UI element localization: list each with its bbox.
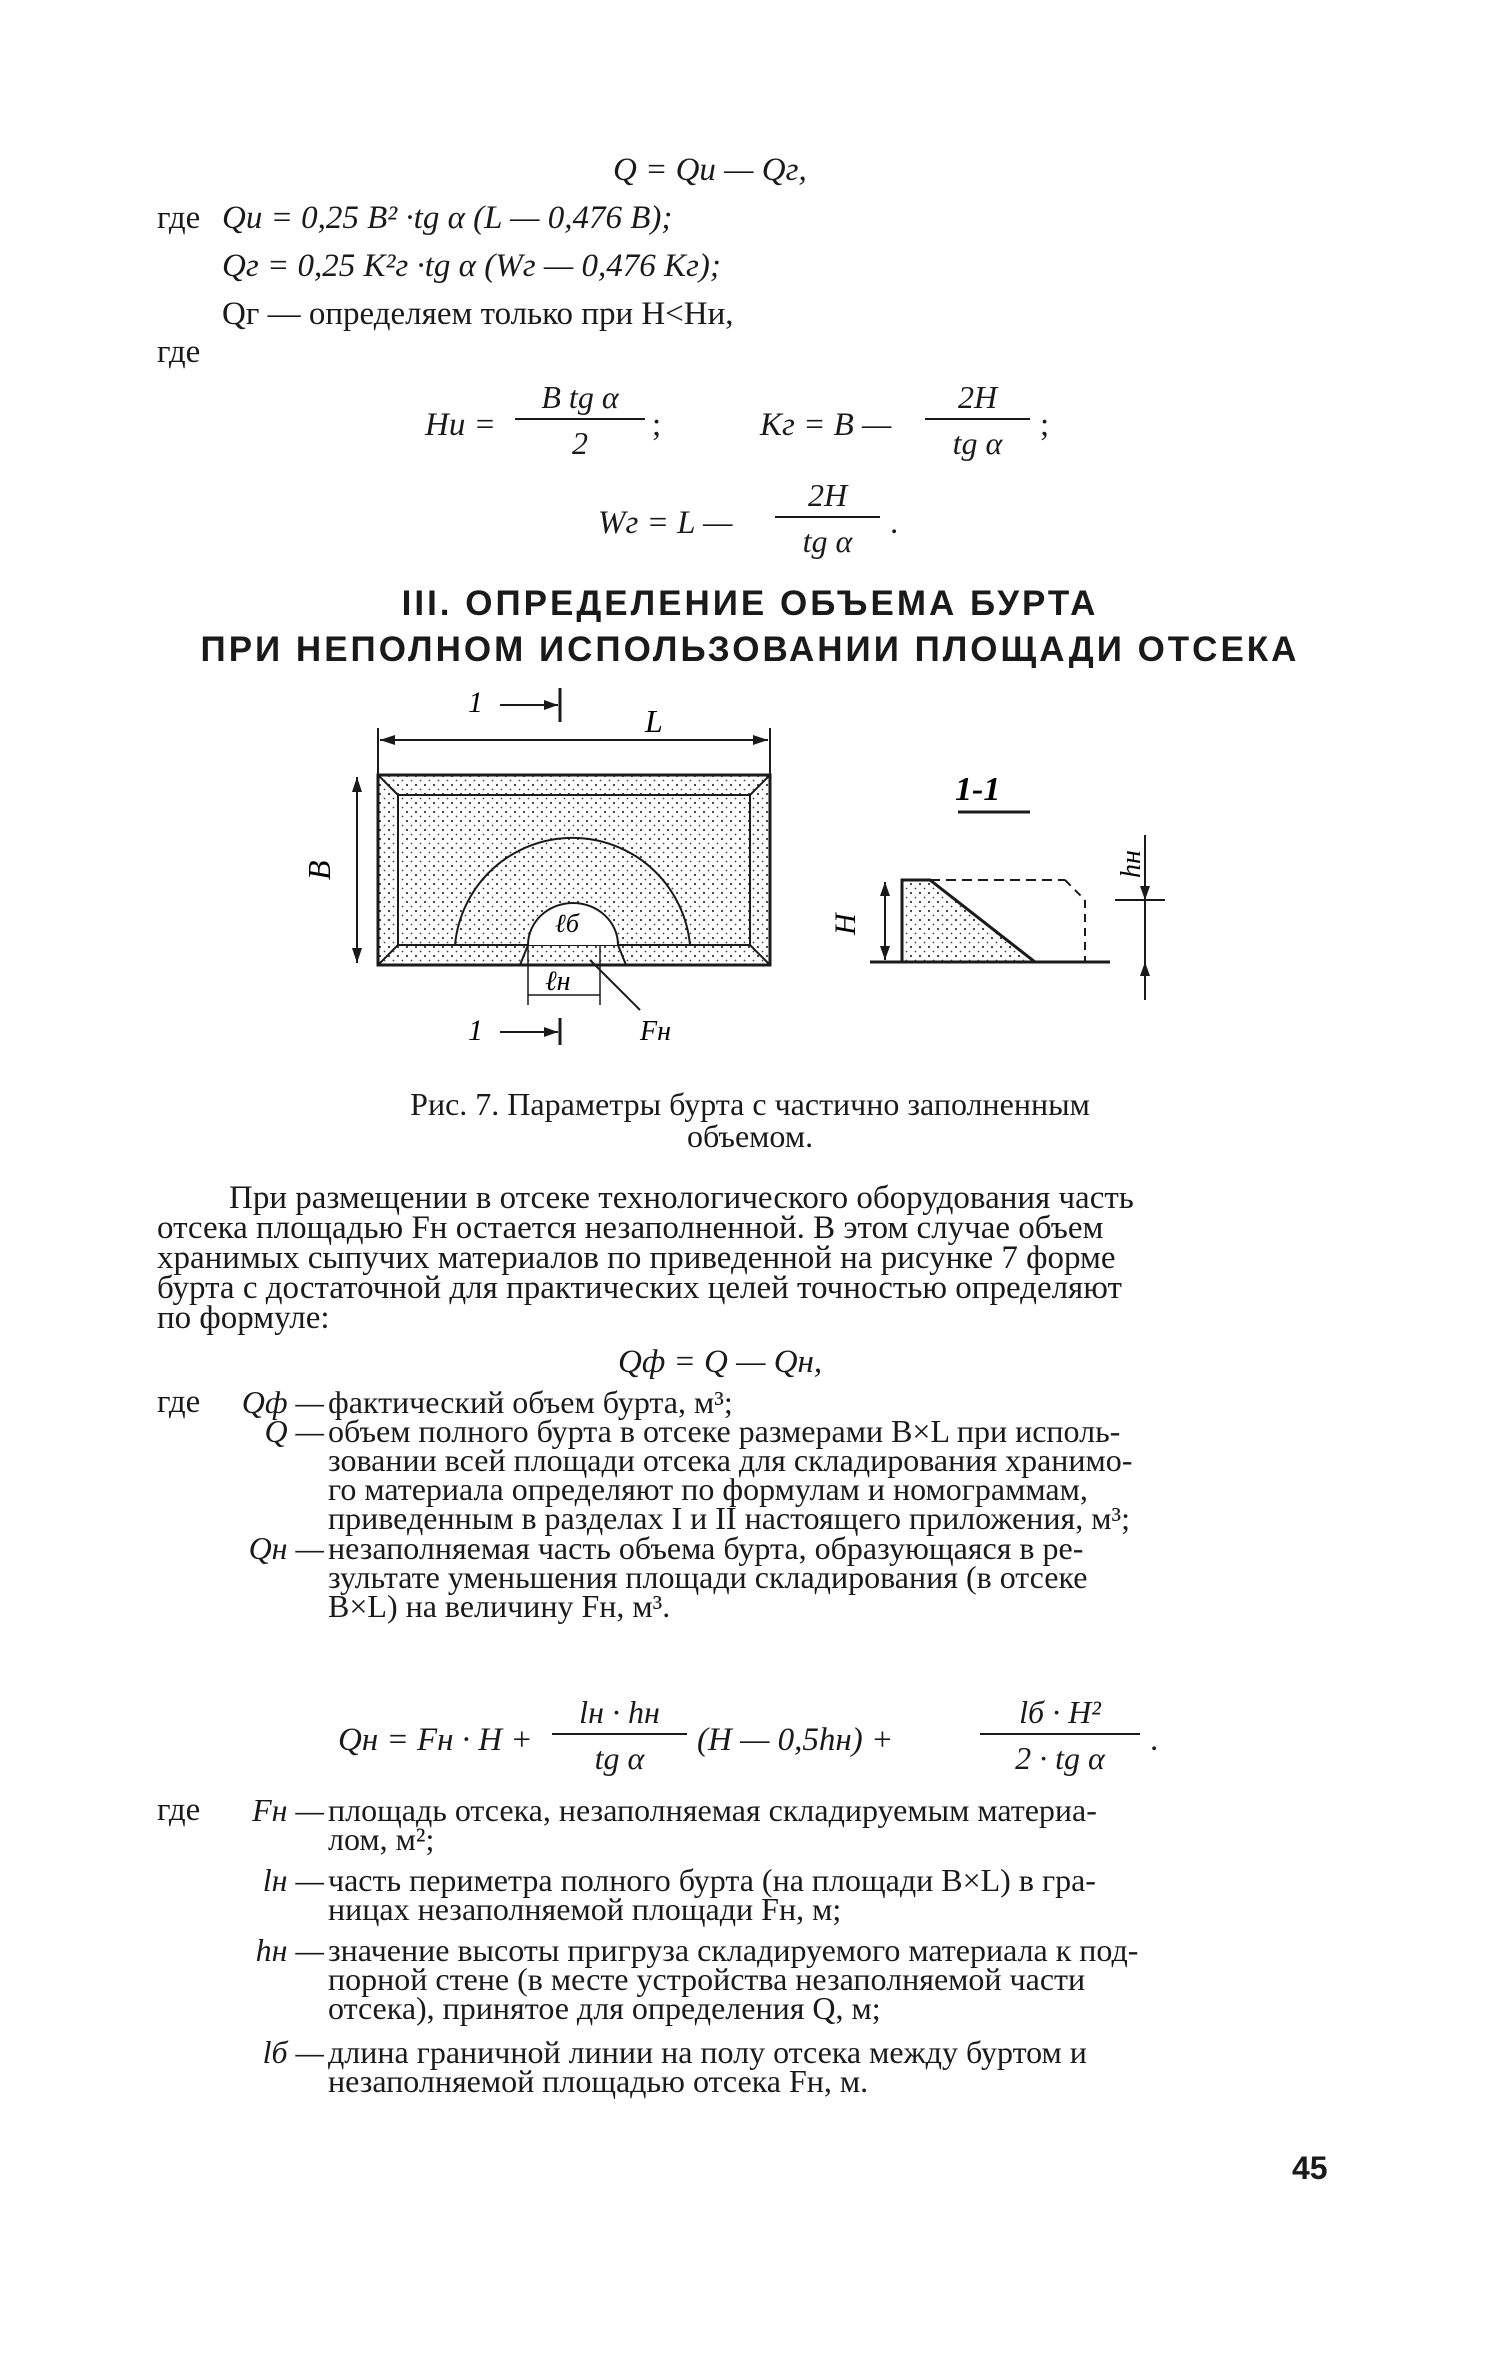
label-h: H [829,913,862,935]
definition-line: зультате уменьшения площади складирования (в отсеке [328,1559,1088,1595]
hn-numerator: B tg α [515,378,645,420]
definition-hn [328,1932,1335,2026]
page-number: 45 [1292,2150,1328,2186]
term-fn: Fн — [252,1792,324,1828]
formula-qn-fraction-1 [552,1693,687,1777]
arrow-left-icon [380,735,395,745]
formula-wg-lhs: Wг = L — [598,505,733,541]
definition-qf: фактический объем бурта, м³; [328,1384,733,1420]
section-heading-line1: III. ОПРЕДЕЛЕНИЕ ОБЪЕМА БУРТА [401,584,1099,623]
formula-kg-lhs: Kг = B — [760,407,892,443]
arrow-right-icon [544,700,558,710]
arrow-up-icon [352,777,362,792]
arrow-down-icon [352,948,362,963]
definition-qn [328,1530,1335,1624]
formula-q: Q = Qи — Qг, [613,152,807,188]
arrow-right-icon [753,735,768,745]
definition-line: площадь отсека, незаполняемая складируемым материа- [328,1792,1097,1828]
word-gde-2: где [157,334,201,370]
label-section-bottom: 1 [468,1014,483,1047]
term-ln: lн — [262,1862,324,1898]
definition-line: го материала определяют по формулам и номограммам, [328,1471,1088,1507]
body-paragraph [157,1180,1335,1336]
paragraph-line: отсека площадью Fн остается незаполненной. В этом случае объем [157,1210,1104,1246]
leader-line-fn [590,960,640,1010]
section-heading-line2: ПРИ НЕПОЛНОМ ИСПОЛЬЗОВАНИИ ПЛОЩАДИ ОТСЕКА [200,630,1300,669]
label-lb: ℓб [555,909,579,938]
definition-line: ницах незаполняемой площади Fн, м; [328,1891,842,1927]
qn-fraction-2-denominator: 2 · tg α [1015,1740,1105,1776]
label-l: L [645,703,663,739]
label-ln: ℓн [545,966,571,997]
figure-caption-line2: объемом. [686,1118,814,1154]
label-b: B [301,860,337,880]
section-view [829,771,1165,1000]
definition-line: порной стене (в месте устройства незаполняемой части [328,1961,1086,1997]
term-q: Q — [264,1413,324,1449]
paragraph-line: хранимых сыпучих материалов по приведенной на рисунке 7 форме [157,1240,1116,1276]
semicolon-2: ; [1040,407,1050,443]
definition-line: отсека), принятое для определения Q, м; [328,1990,881,2026]
definition-lb [328,2034,1335,2099]
definition-line: незаполняемая часть объема бурта, образующаяся в ре- [328,1530,1084,1566]
semicolon-1: ; [652,407,662,443]
formula-qg: Qг = 0,25 K²г ·tg α (Wг — 0,476 Kг); [222,248,721,284]
definition-line: объем полного бурта в отсеке размерами B×L при исполь- [328,1413,1121,1449]
definition-fn [328,1792,1335,1857]
term-lb: lб — [262,2034,324,2070]
qn-fraction-1-numerator: lн · hн [552,1693,687,1735]
word-gde-1: где [157,200,201,236]
kg-denominator: tg α [952,425,1003,461]
formula-qn-lhs: Qн = Fн · H + [338,1722,533,1758]
wg-numerator: 2H [775,476,880,518]
formula-hn-lhs: Hи = [425,407,496,443]
wg-denominator: tg α [802,523,853,559]
paragraph-line: бурта с достаточной для практических целей точностью определяют [157,1270,1122,1306]
formula-qf: Qф = Q — Qн, [618,1344,823,1380]
word-gde-3: где [157,1384,201,1420]
term-qf: Qф — [241,1384,324,1420]
definition-line: зовании всей площади отсека для складирования хранимо- [328,1442,1133,1478]
paragraph-line: по формуле: [157,1300,330,1336]
hn-denominator: 2 [572,425,588,461]
definition-line: длина граничной линии на полу отсека между буртом и [328,2034,1087,2070]
formula-qn-middle: (H — 0,5hн) + [697,1722,894,1758]
qn-fraction-1-denominator: tg α [594,1740,645,1776]
arrow-up-icon [1140,962,1150,976]
word-gde-4: где [157,1792,201,1828]
definition-line: значение высоты пригруза складируемого материала к под- [328,1932,1139,1968]
section-bulk-shape [902,880,1035,962]
formula-qn-dot: . [1150,1722,1159,1758]
figure-7 [0,0,1500,1060]
formula-qn: Qи = 0,25 B² ·tg α (L — 0,476 B); [222,200,673,236]
paragraph-line: При размещении в отсеке технологического оборудования часть [229,1180,1134,1216]
arrow-right-icon [544,1027,558,1037]
definition-line: приведенным в разделах I и II настоящего приложения, м³; [328,1500,1130,1536]
term-qn: Qн — [248,1530,324,1566]
label-section-1-1: 1-1 [955,771,1001,808]
figure-caption-line1: Рис. 7. Параметры бурта с частично заполненным [410,1086,1090,1122]
formula-qg-condition: Qг — определяем только при H<Hи, [222,296,734,332]
definition-ln [328,1862,1335,1927]
label-hn: hн [1116,850,1147,878]
definition-q [328,1413,1335,1536]
formula-qn-fraction-2 [980,1693,1140,1777]
label-fn: Fн [640,1016,671,1047]
qn-fraction-2-numerator: lб · H² [980,1693,1140,1735]
definition-line: B×L) на величину Fн, м³. [328,1588,671,1624]
section-dashed-slope [1065,880,1085,900]
definition-line: лом, м²; [328,1821,435,1857]
arrow-up-icon [880,882,890,896]
plan-view [301,686,770,1047]
formula-dot: . [890,505,899,541]
arrow-down-icon [880,946,890,960]
term-hn: hн — [255,1932,324,1968]
kg-numerator: 2H [925,378,1030,420]
definition-line: незаполняемой площадью отсека Fн, м. [328,2063,869,2099]
arrow-down-icon [1140,886,1150,900]
label-section-top: 1 [468,686,483,719]
definition-line: часть периметра полного бурта (на площади B×L) в гра- [328,1862,1096,1898]
